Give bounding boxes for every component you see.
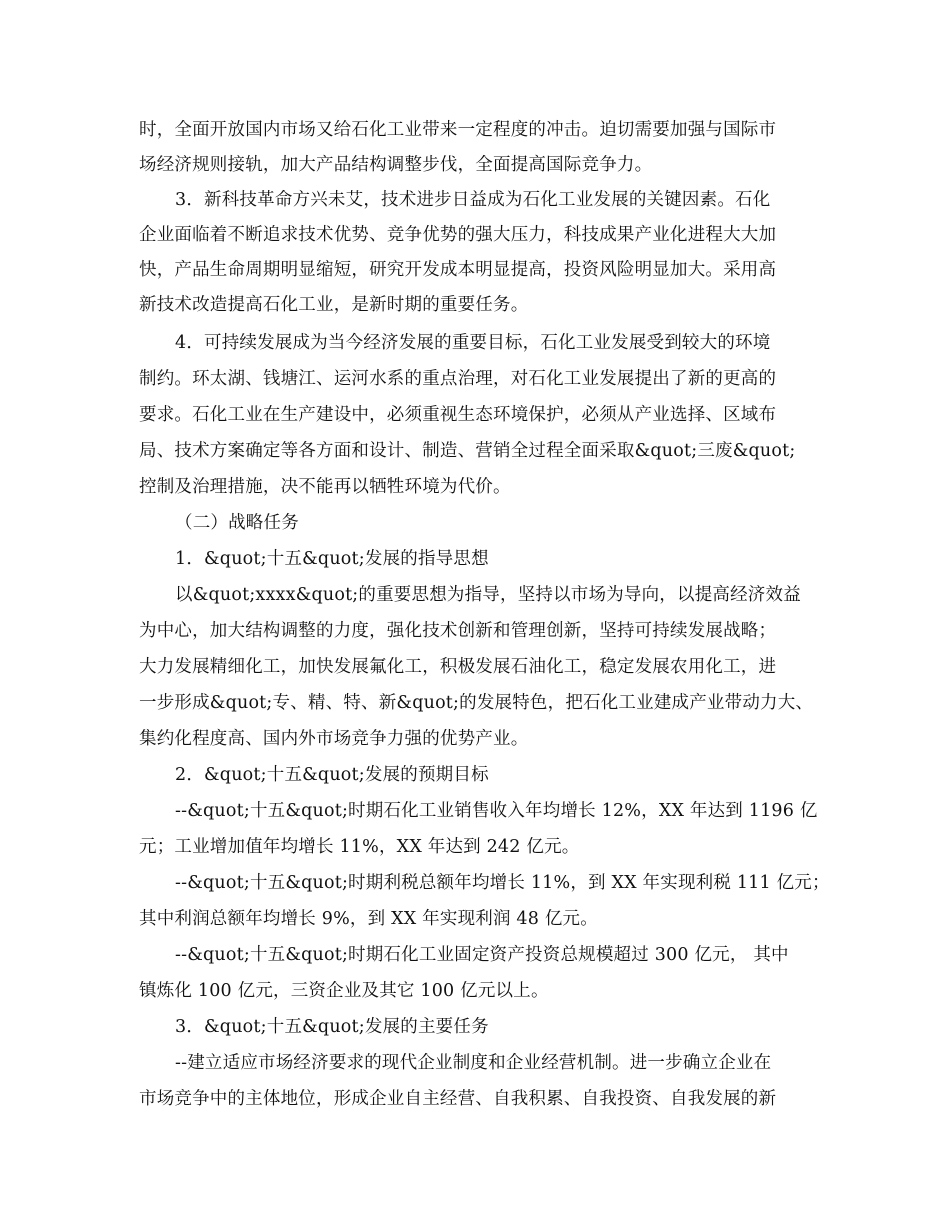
text-line: 大力发展精细化工，加快发展氟化工，积极发展石油化工，稳定发展农用化工，进: [139, 657, 777, 677]
text-line: 3．新科技革命方兴未艾，技术进步日益成为石化工业发展的关键因素。石化: [175, 190, 771, 210]
text-line: 局、技术方案确定等各方面和设计、制造、营销全过程全面采取&quot;三废&quot;: [139, 441, 796, 461]
text-line: 时，全面开放国内市场又给石化工业带来一定程度的冲击。迫切需要加强与国际市: [139, 120, 777, 140]
text-line: 场经济规则接轨，加大产品结构调整步伐，全面提高国际竞争力。: [139, 155, 653, 175]
text-line: 以&quot;xxxx&quot;的重要思想为指导，坚持以市场为导向，以提高经济效益: [175, 585, 801, 605]
text-line: 新技术改造提高石化工业，是新时期的重要任务。: [139, 295, 529, 315]
text-line: 镇炼化 100 亿元，三资企业及其它 100 亿元以上。: [139, 981, 549, 1001]
text-line: --建立适应市场经济要求的现代企业制度和企业经营机制。进一步确立企业在: [175, 1053, 772, 1073]
text-line: 4．可持续发展成为当今经济发展的重要目标，石化工业发展受到较大的环境: [175, 333, 771, 353]
subsection-heading: 1．&quot;十五&quot;发展的指导思想: [175, 549, 489, 569]
text-line: 市场竞争中的主体地位，形成企业自主经营、自我积累、自我投资、自我发展的新: [139, 1089, 777, 1109]
subsection-heading: 2．&quot;十五&quot;发展的预期目标: [175, 765, 489, 785]
text-line: 要求。石化工业在生产建设中，必须重视生态环境保护，必须从产业选择、区域布: [139, 405, 777, 425]
text-line: --&quot;十五&quot;时期石化工业固定资产投资总规模超过 300 亿元， 其中: [175, 945, 789, 965]
text-line: 制约。环太湖、钱塘江、运河水系的重点治理，对石化工业发展提出了新的更高的: [139, 369, 777, 389]
text-line: 为中心，加大结构调整的力度，强化技术创新和管理创新，坚持可持续发展战略；: [139, 621, 777, 641]
text-line: --&quot;十五&quot;时期石化工业销售收入年均增长 12%，XX 年达到 1196 亿: [175, 801, 818, 821]
text-line: 快，产品生命周期明显缩短，研究开发成本明显提高，投资风险明显加大。采用高: [139, 260, 777, 280]
section-heading: （二）战略任务: [175, 513, 299, 533]
text-line: 控制及治理措施，决不能再以牺牲环境为代价。: [139, 477, 511, 497]
text-line: 集约化程度高、国内外市场竞争力强的优势产业。: [139, 729, 529, 749]
subsection-heading: 3．&quot;十五&quot;发展的主要任务: [175, 1017, 489, 1037]
text-line: --&quot;十五&quot;时期利税总额年均增长 11%，到 XX 年实现利税 111 亿元；: [175, 873, 830, 893]
text-line: 其中利润总额年均增长 9%，到 XX 年实现利润 48 亿元。: [139, 909, 598, 929]
text-line: 元；工业增加值年均增长 11%，XX 年达到 242 亿元。: [139, 837, 580, 857]
text-line: 企业面临着不断追求技术优势、竞争优势的强大压力，科技成果产业化进程大大加: [139, 225, 777, 245]
text-line: 一步形成&quot;专、精、特、新&quot;的发展特色，把石化工业建成产业带动力大、: [139, 693, 814, 713]
